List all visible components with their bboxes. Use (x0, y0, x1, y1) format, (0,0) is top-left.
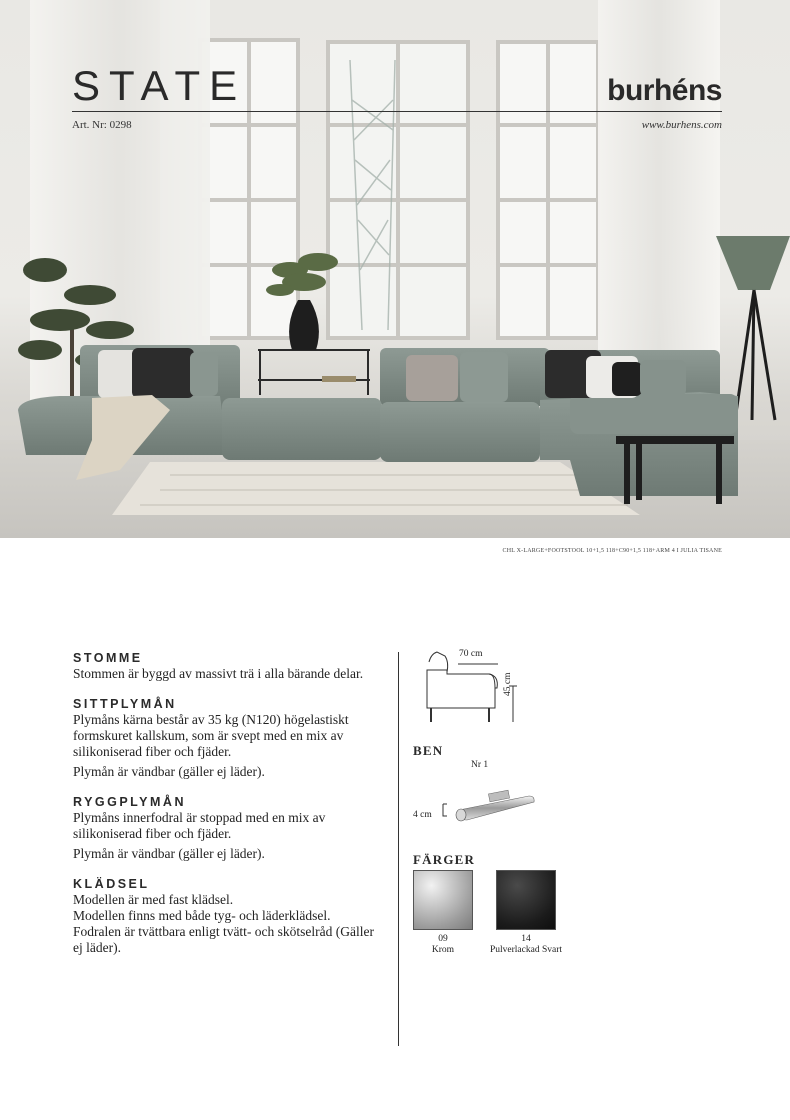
spec-title: KLÄDSEL (73, 877, 150, 891)
spec-section-stomme (73, 650, 383, 682)
leg-height-label: 4 cm (413, 810, 432, 820)
depth-label: 70 cm (459, 649, 483, 659)
spec-section-kladsel (73, 876, 383, 956)
hero-photo (0, 0, 790, 538)
colors-heading: FÄRGER (413, 852, 476, 867)
spec-title: RYGGPLYMÅN (73, 795, 186, 809)
swatch-name: Krom (431, 945, 455, 955)
color-swatch-krom[interactable] (413, 870, 473, 930)
sofa-dimension-drawing (423, 648, 533, 724)
window-right (498, 42, 598, 338)
product-title: STATE (72, 62, 247, 109)
console-table (258, 350, 370, 395)
sofa-back-cushion (429, 652, 448, 672)
spec-text: Plymån är vändbar (gäller ej läder). (73, 764, 265, 779)
photo-caption: CHL X-LARGE+FOOTSTOOL 10+1,5 118+C90+1,5 118+ARM 4 I JULIA TISANE (502, 548, 722, 554)
spec-text: Plymåns innerfodral är stoppad med en mix av silikoniserad fiber och fjäder. (73, 810, 326, 841)
brand-logo: burhéns (607, 74, 722, 107)
swatch-code: 09 (438, 934, 448, 944)
spec-section-sittplyman (73, 696, 383, 780)
leg-illustration (439, 788, 539, 828)
color-swatch-pulverlackad-svart[interactable] (496, 870, 556, 930)
spec-text: Stommen är byggd av massivt trä i alla bärande delar. (73, 666, 364, 681)
floor-lamp (716, 236, 790, 420)
column-divider (398, 652, 399, 1046)
detail-column (413, 648, 733, 978)
swatch-name: Pulverlackad Svart (489, 945, 563, 955)
legs-heading: BEN (413, 743, 444, 758)
swatch-code: 14 (521, 934, 531, 944)
spec-title: STOMME (73, 651, 143, 665)
spec-text: Fodralen är tvättbara enligt tvätt- och skötselråd (Gäller ej läder). (73, 924, 375, 955)
article-number: Art. Nr: 0298 (72, 119, 132, 131)
sofa-body (427, 670, 495, 708)
leg-model: Nr 1 (471, 760, 489, 770)
seat-height-label: 45 cm (503, 672, 513, 696)
header-rule (72, 111, 722, 112)
website-link[interactable]: www.burhens.com (641, 119, 722, 131)
spec-text: Modellen finns med både tyg- och läderklädsel. (73, 908, 331, 923)
spec-text: Plymåns kärna består av 35 kg (N120) högelastiskt formskuret kallskum, som är svept med en mix av silikoniserad fiber och fjäder. (73, 712, 349, 759)
window-center (328, 42, 468, 338)
spec-title: SITTPLYMÅN (73, 697, 177, 711)
spec-section-ryggplyman (73, 794, 383, 862)
spec-text: Plymån är vändbar (gäller ej läder). (73, 846, 265, 861)
spec-text: Modellen är med fast klädsel. (73, 892, 234, 907)
spec-column (73, 650, 383, 970)
rug (112, 462, 640, 515)
